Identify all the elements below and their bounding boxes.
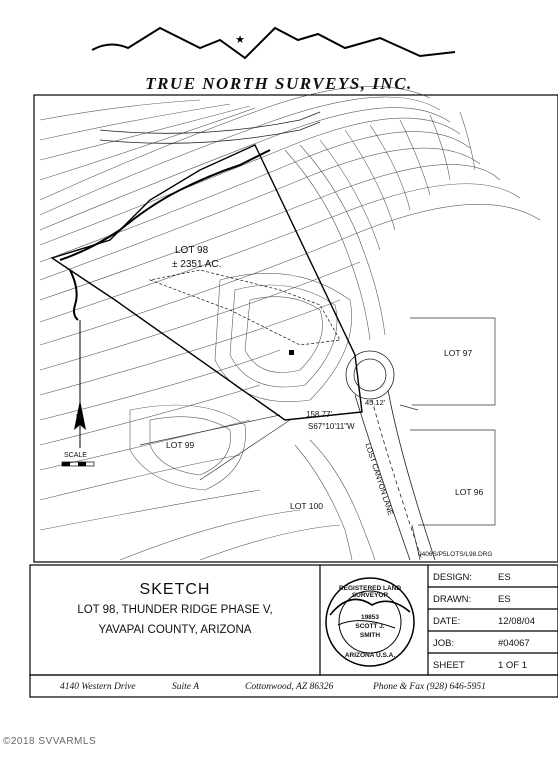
company-name: TRUE NORTH SURVEYS, INC. [145, 74, 413, 93]
seal-name-last: SMITH [359, 632, 381, 639]
footer-address: 4140 Western Drive [60, 682, 136, 692]
footer-city: Cottonwood, AZ 86326 [245, 682, 334, 692]
copyright-watermark: ©2018 SVVARMLS [3, 736, 97, 747]
lot-98-label: LOT 98 [175, 245, 209, 256]
lot-97-label: LOT 97 [444, 348, 473, 358]
dimension-bearing: S67°10'11"W [308, 422, 355, 431]
dimension-arc: 45.12' [365, 398, 386, 407]
seal-top-text: REGISTERED LAND SURVEYOR [338, 585, 402, 599]
sheet-value: 1 OF 1 [498, 660, 528, 671]
creek [60, 150, 270, 320]
mountain-logo [92, 28, 455, 58]
footer-phone: Phone & Fax (928) 646-5951 [373, 682, 486, 692]
sketch-subtitle-line1: LOT 98, THUNDER RIDGE PHASE V, [77, 604, 273, 616]
design-value: ES [498, 572, 511, 583]
lot-96-label: LOT 96 [455, 487, 484, 497]
road-label: LOST CANYON LANE [363, 442, 396, 517]
job-value: #04067 [498, 638, 530, 649]
seal-name-first: SCOTT J. [355, 623, 385, 630]
adjacent-lot-lines [140, 318, 495, 560]
footer-suite: Suite A [172, 682, 200, 692]
drawing-file-name: 0406S/P5LOTS/L98.DRG [418, 551, 493, 558]
scale-bar-icon [62, 462, 94, 466]
dimension-distance: 158.77' [306, 410, 332, 419]
north-arrow-icon [74, 320, 86, 448]
sketch-title: SKETCH [139, 581, 211, 598]
star-icon: ★ [235, 34, 245, 46]
north-label: N [76, 413, 82, 422]
date-label: DATE: [433, 616, 461, 627]
drawn-label: DRAWN: [433, 594, 472, 605]
lot-99-label: LOT 99 [166, 440, 195, 450]
scale-label: SCALE [64, 452, 87, 459]
lot-98-area: ± 2351 AC. [172, 259, 222, 270]
sketch-subtitle-line2: YAVAPAI COUNTY, ARIZONA [98, 624, 252, 636]
seal-bottom-text: ARIZONA U.S.A. [344, 652, 396, 659]
lot-100-label: LOT 100 [290, 501, 323, 511]
job-label: JOB: [433, 638, 455, 649]
sheet-label: SHEET [433, 660, 465, 671]
seal-number: 19853 [360, 614, 380, 621]
design-label: DESIGN: [433, 572, 473, 583]
drawn-value: ES [498, 594, 511, 605]
survey-marker [289, 350, 294, 355]
date-value: 12/08/04 [498, 616, 535, 627]
